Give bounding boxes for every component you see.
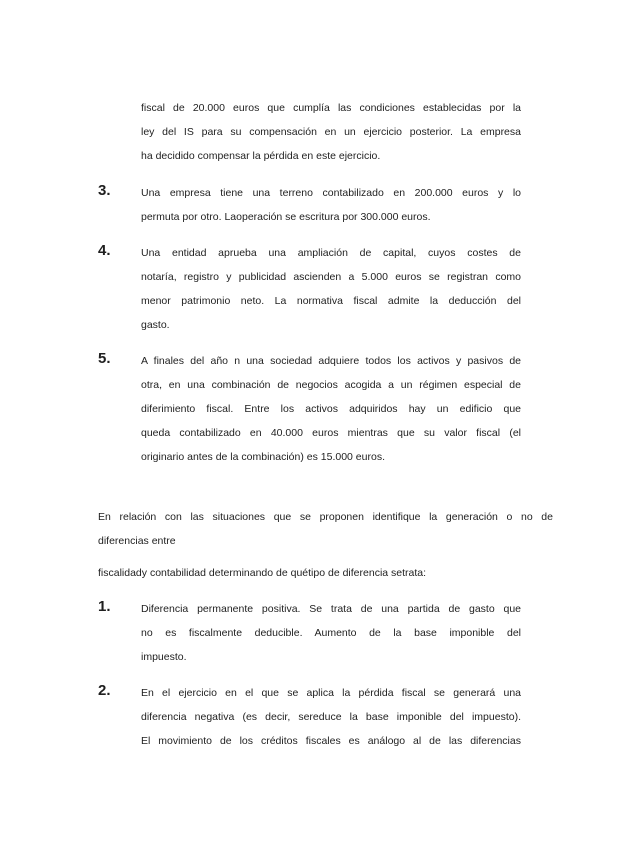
situation-line: otra, en una combinación de negocios acogida a un régimen especial de xyxy=(141,379,521,391)
answer-line: impuesto. xyxy=(141,651,187,663)
intro-line: ley del IS para su compensación en un ejercicio posterior. La empresa xyxy=(141,126,521,138)
situation-number: 3. xyxy=(98,182,111,199)
situation-line: queda contabilizado en 40.000 euros mientras que su valor fiscal (el xyxy=(141,427,521,439)
answer-line: En el ejercicio en el que se aplica la pérdida fiscal se generará una xyxy=(141,687,521,699)
situation-line: originario antes de la combinación) es 15.000 euros. xyxy=(141,451,385,463)
situation-number: 4. xyxy=(98,242,111,259)
situation-line: menor patrimonio neto. La normativa fiscal admite la deducción del xyxy=(141,295,521,307)
situation-line: A finales del año n una sociedad adquiere todos los activos y pasivos de xyxy=(141,355,521,367)
situation-line: permuta por otro. Laoperación se escritura por 300.000 euros. xyxy=(141,211,431,223)
situation-line: gasto. xyxy=(141,319,170,331)
answer-line: Diferencia permanente positiva. Se trata de una partida de gasto que xyxy=(141,603,521,615)
question-line: En relación con las situaciones que se proponen identifique la generación o no de xyxy=(98,511,553,523)
situation-line: Una empresa tiene una terreno contabilizado en 200.000 euros y lo xyxy=(141,187,521,199)
intro-line: fiscal de 20.000 euros que cumplía las condiciones establecidas por la xyxy=(141,102,521,114)
answer-line: no es fiscalmente deducible. Aumento de la base imponible del xyxy=(141,627,521,639)
answer-number: 2. xyxy=(98,682,111,699)
intro-line: ha decidido compensar la pérdida en este ejercicio. xyxy=(141,150,381,162)
answer-line: diferencia negativa (es decir, sereduce la base imponible del impuesto). xyxy=(141,711,521,723)
question-line: diferencias entre xyxy=(98,535,176,547)
answer-line: El movimiento de los créditos fiscales es análogo al de las diferencias xyxy=(141,735,521,747)
answer-number: 1. xyxy=(98,598,111,615)
situation-line: notaría, registro y publicidad ascienden a 5.000 euros se registran como xyxy=(141,271,521,283)
situation-line: diferimiento fiscal. Entre los activos adquiridos hay un edificio que xyxy=(141,403,521,415)
situation-line: Una entidad aprueba una ampliación de capital, cuyos costes de xyxy=(141,247,521,259)
question-line: fiscalidady contabilidad determinando de quétipo de diferencia setrata: xyxy=(98,567,427,579)
situation-number: 5. xyxy=(98,350,111,367)
